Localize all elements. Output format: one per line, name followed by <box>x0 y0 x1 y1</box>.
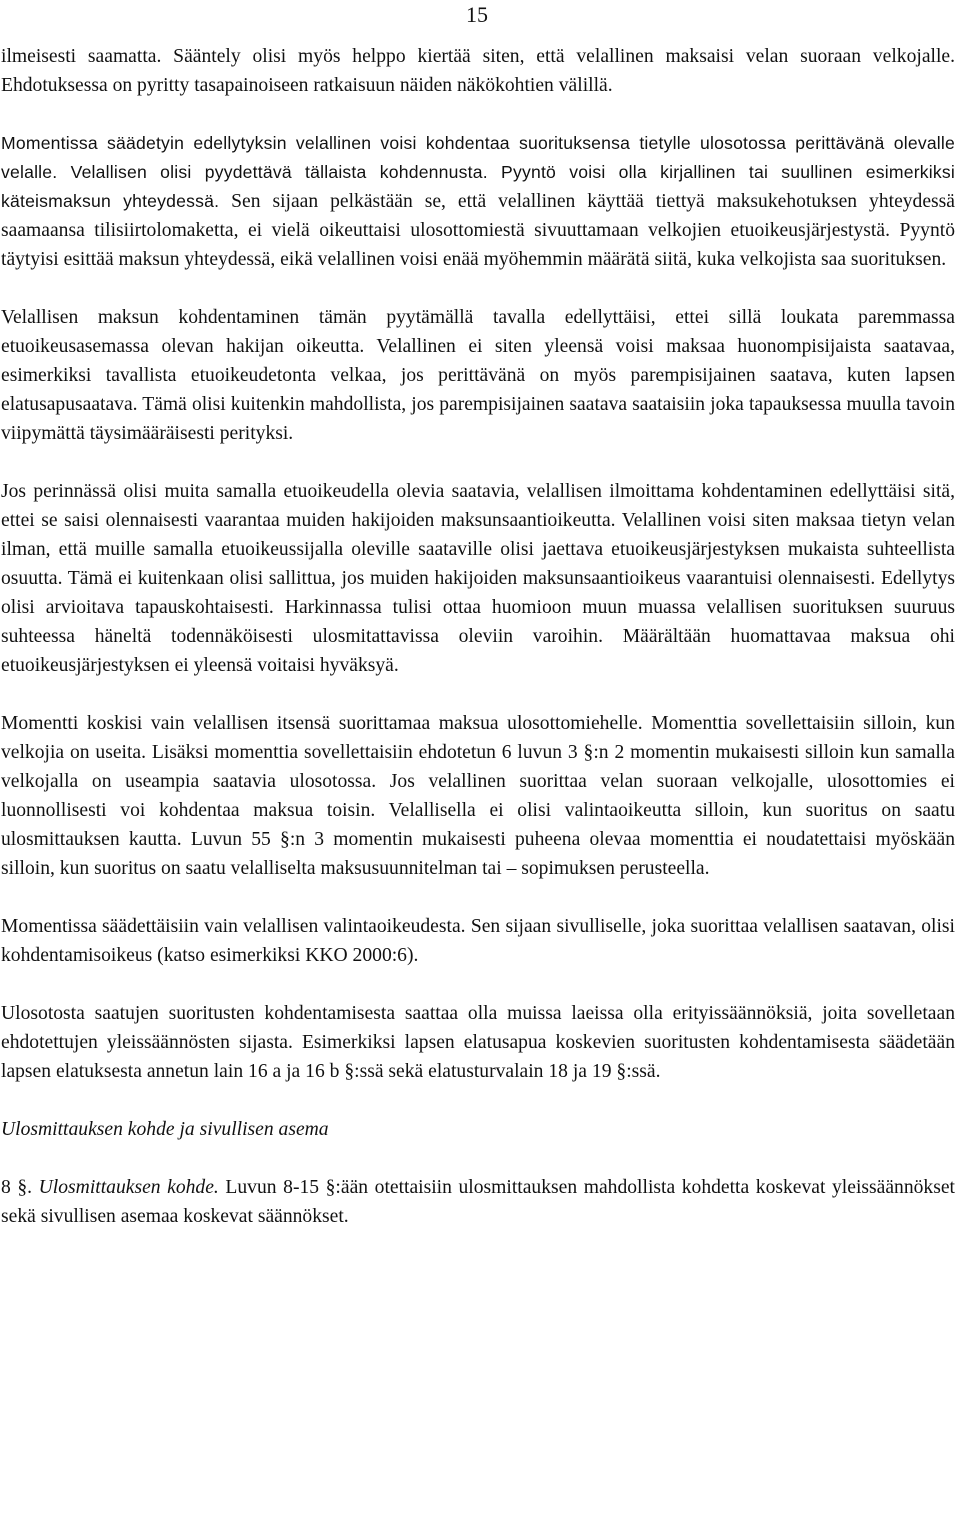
section-number: 8 §. <box>1 1177 39 1198</box>
paragraph-2-sans-text: Momentissa säädetyin edellytyksin velallinen voisi kohdentaa suorituksensa tietylle ulosotossa perittävänä olevalle velalle. Velallisen olisi pyydettävä tällaista kohdennusta. Pyyntö voisi olla kirjallinen tai suullinen esimerkiksi käteismaksun yhteydessä. <box>1 133 955 211</box>
page-number: 15 <box>466 2 488 27</box>
paragraph-8-text: Luvun 8-15 §:ään otettaisiin ulosmittauksen mahdollista kohdetta koskevat yleissäännökset sekä sivullisen asemaa koskevat säännökset. <box>1 1177 955 1227</box>
paragraph-5: Momentti koskisi vain velallisen itsensä suorittamaa maksua ulosottomiehelle. Momenttia sovellettaisiin silloin, kun velkojia on useita. Lisäksi momenttia sovellettaisiin ehdotetun 6 luvun 3 §:n 2 momentin mukaisesti silloin kun samalla velkojalla on useampia saatavia ulosotossa. Jos velallinen suorittaa velan suoraan velkojalle, ulosottomies ei luonnollisesti voi kohdentaa maksua toisin. Velallisella ei olisi valintaoikeutta silloin, kun suoritus on saatu ulosmittauksen kautta. Luvun 55 §:n 3 momentin mukaisesti puheena olevaa momenttia ei noudatettaisi myöskään silloin, kun suoritus on saatu velalliselta maksusuunnitelman tai – sopimuksen perusteella. <box>1 713 955 879</box>
paragraph-7: Ulosotosta saatujen suoritusten kohdentamisesta saattaa olla muissa laeissa olla erityissäännöksiä, joita sovelletaan ehdotettujen yleissäännösten sijasta. Esimerkiksi lapsen elatusapua koskevien suoritusten kohdentamisesta säädetään lapsen elatuksesta annetun lain 16 a ja 16 b §:ssä sekä elatusturvalain 18 ja 19 §:ssä. <box>1 1003 955 1082</box>
paragraph-2 <box>1 129 955 274</box>
paragraph-3: Velallisen maksun kohdentaminen tämän pyytämällä tavalla edellyttäisi, ettei sillä loukata paremmassa etuoikeusasemassa olevan hakijan oikeutta. Velallinen ei siten yleensä voisi maksaa huonompisijaista saatavaa, esimerkiksi tavallista etuoikeudetonta velkaa, jos perittävänä on myös parempisijainen saatava, kuten lapsen elatusapusaatava. Tämä olisi kuitenkin mahdollista, jos parempisijainen saatava saataisiin joka tapauksessa muulla tavoin viipymättä täysimääräisesti perityksi. <box>1 307 955 444</box>
section-title: Ulosmittauksen kohde. <box>38 1177 219 1198</box>
section-heading: Ulosmittauksen kohde ja sivullisen asema <box>1 1119 329 1140</box>
paragraph-6: Momentissa säädettäisiin vain velallisen valintaoikeudesta. Sen sijaan sivulliselle, joka suorittaa velallisen saatavan, olisi kohdentamisoikeus (katso esimerkiksi KKO 2000:6). <box>1 916 955 966</box>
document-body <box>1 42 955 1260</box>
paragraph-2-serif-text: Sen sijaan pelkästään se, että velallinen käyttää tiettyä maksukehotuksen yhteydessä saamaansa tilisiirtolomaketta, ei vielä oikeuttaisi ulosottomiestä sivuuttamaan velkojien etuoikeusjärjestystä. Pyyntö täytyisi esittää maksun yhteydessä, eikä velallinen voisi enää myöhemmin määrätä siitä, kuka velkojista saa suorituksen. <box>1 191 956 270</box>
paragraph-1: ilmeisesti saamatta. Sääntely olisi myös helppo kiertää siten, että velallinen maksaisi velan suoraan velkojalle. Ehdotuksessa on pyritty tasapainoiseen ratkaisuun näiden näkökohtien välillä. <box>1 46 955 96</box>
paragraph-8 <box>1 1173 955 1231</box>
paragraph-4: Jos perinnässä olisi muita samalla etuoikeudella olevia saatavia, velallisen ilmoittama kohdentaminen edellyttäisi sitä, ettei se saisi olennaisesti vaarantaa muiden hakijoiden maksunsaantioikeutta. Velallinen voisi siten maksaa tietyn velan ilman, että muille samalla etuoikeussijalla oleville saataville olisi jaettava etuoikeusjärjestyksen mukaista suhteellista osuutta. Tämä ei kuitenkaan olisi sallittua, jos muiden hakijoiden maksunsaantioikeus vaarantuisi olennaisesti. Edellytys olisi arvioitava tapauskohtaisesti. Harkinnassa tulisi ottaa huomioon muun muassa velallisen suorituksen suuruus suhteessa häneltä todennäköisesti ulosmitattavissa oleviin varoihin. Määrältään huomattavaa maksua ohi etuoikeusjärjestyksen ei yleensä voitaisi hyväksyä. <box>1 481 955 676</box>
